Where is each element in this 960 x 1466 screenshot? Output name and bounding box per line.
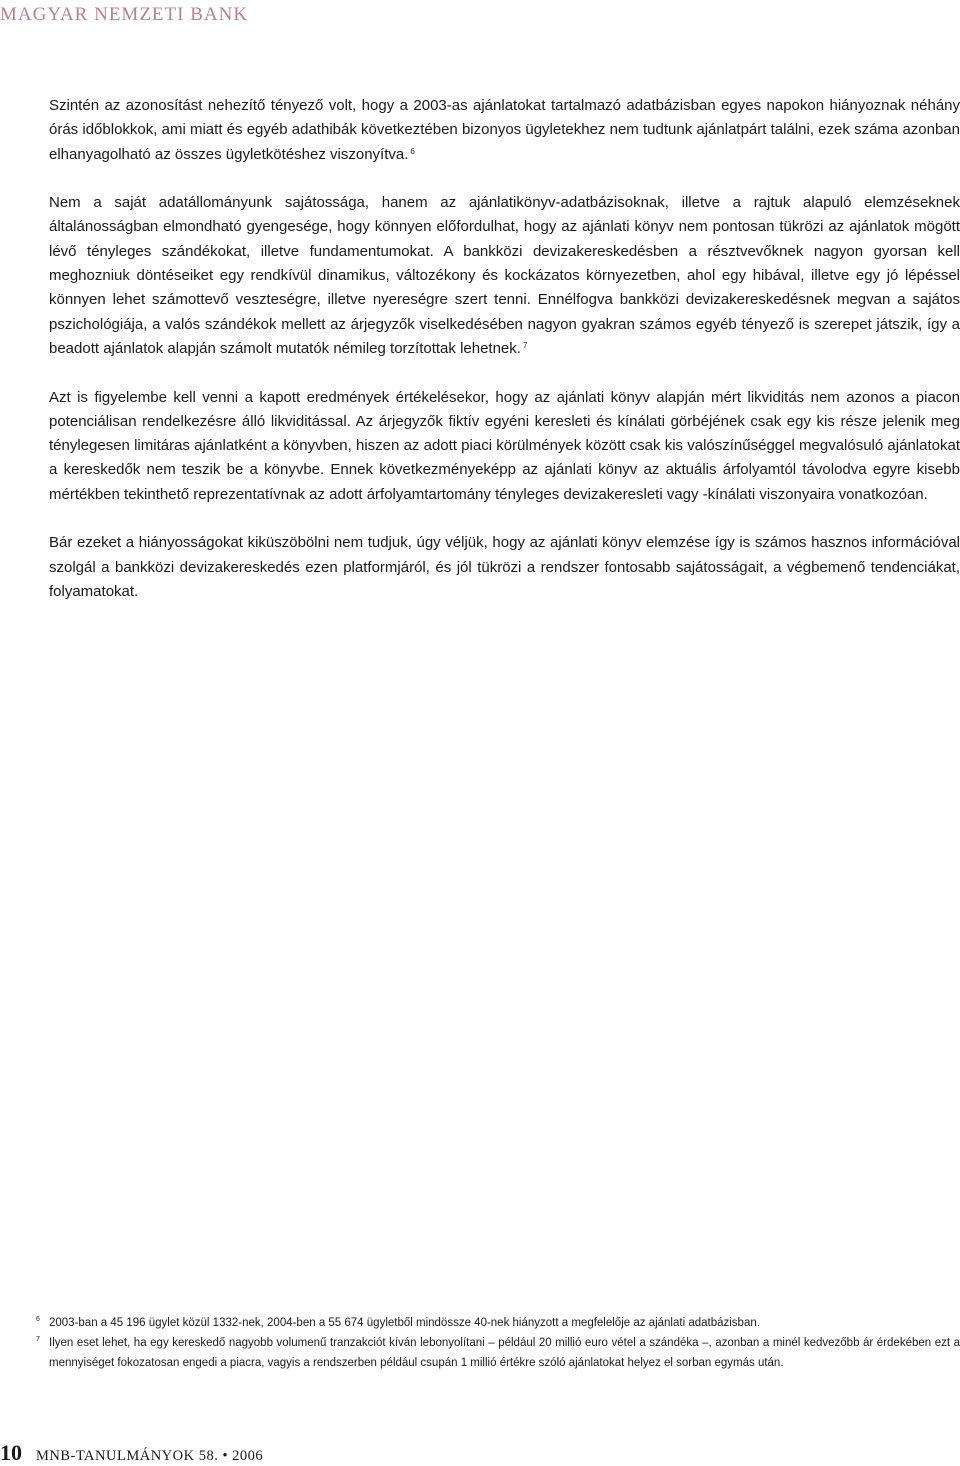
- page-footer: [0, 1440, 263, 1466]
- paragraph-text: Nem a saját adatállományunk sajátossága, hanem az ajánlatikönyv-adatbázisoknak, illetve a rajtuk alapuló elemzéseknek általánosságban elmondható gyengesége, hogy könnyen előfordulhat, hogy az ajánlati könyv nem pontosan tükrözi az ajánlatok mögött lévő tényleges szándékokat, illetve fundamentumokat. A bankközi devizakereskedésben a résztvevőknek nagyon gyorsan kell meghozniuk döntéseiket egy rendkívül dinamikus, változékony és kockázatos környezetben, ahol egy hibával, illetve egy jó lépéssel könnyen lehet számottevő veszteségre, illetve nyereségre szert tenni. Ennélfogva bankközi devizakereskedésnek megvan a sajátos pszichológiája, a valós szándékok mellett az árjegyzők viselkedésében nagyon gyakran számos egyéb tényező is szerepet játszik, így a beadott ajánlatok alapján számolt mutatók némileg torzítottak lehetnek.: [49, 194, 960, 357]
- page-number: 10: [0, 1440, 22, 1465]
- footnote-text: Ilyen eset lehet, ha egy kereskedő nagyobb volumenű tranzakciót kíván lebonyolítani – például 20 millió euro vétel a szándéka –, azonban a minél kedvezőbb ár érdekében ezt a mennyiséget fokozatosan engedi a piacra, vagyis a rendszerben például csupán 1 millió értékre szóló ajánlatokat helyez el sorban egymás után.: [49, 1336, 960, 1369]
- paragraph-text: Azt is figyelembe kell venni a kapott eredmények értékelésekor, hogy az ajánlati könyv alapján mért likviditás nem azonos a piacon potenciálisan rendelkezésre álló likviditással. Az árjegyzők fiktív egyéni keresleti és kínálati görbéjének csak egy kis része jelenik meg ténylegesen limitáras ajánlatként a könyvben, hiszen az adott piaci körülmények között csak kis valószínűséggel megvalósuló ajánlatokat a kereskedők nem teszik be a könyvbe. Ennek következményeképp az ajánlati könyv az aktuális árfolyamtól távolodva egyre kisebb mértékben tekinthető reprezentatívnak az adott árfolyamtartomány tényleges devizakeresleti vagy -kínálati viszonyaira vonatkozóan.: [49, 388, 960, 503]
- footnote: [36, 1334, 960, 1374]
- paragraph: [49, 94, 960, 167]
- journal-title: MNB-TANULMÁNYOK 58. • 2006: [36, 1448, 264, 1464]
- footnote-text: 2003-ban a 45 196 ügylet közül 1332-nek, 2004-ben a 55 674 ügyletből mindössze 40-nek hiányzott a megfelelője az ajánlati adatbázisban.: [49, 1317, 760, 1329]
- footnote-number: 7: [36, 1335, 40, 1343]
- paragraph-text: Szintén az azonosítást nehezítő tényező volt, hogy a 2003-as ajánlatokat tartalmazó adatbázisban egyes napokon hiányoznak néhány órás időblokkok, ami miatt és egyéb adathibák következtében bizonyos ügyletekhez nem tudtunk ajánlatpárt találni, ezek száma azonban elhanyagolható az összes ügyletkötéshez viszonyítva.: [49, 97, 960, 163]
- paragraph: [49, 191, 960, 361]
- paragraph: [49, 386, 960, 507]
- footnote-number: 6: [36, 1316, 40, 1323]
- main-text: [49, 94, 960, 629]
- paragraph: [49, 531, 960, 604]
- footnote-ref[interactable]: 6: [410, 146, 415, 156]
- paragraph-text: Bár ezeket a hiányosságokat kiküszöbölni nem tudjuk, úgy véljük, hogy az ajánlati könyv elemzése így is számos hasznos információval szolgál a bankközi devizakereskedés ezen platformjáról, és jól tükrözi a rendszer fontosabb sajátosságait, a végbemenő tendenciákat, folyamatokat.: [49, 534, 960, 600]
- footnotes: [36, 1314, 960, 1373]
- footnote: [36, 1314, 960, 1334]
- footnote-ref[interactable]: 7: [522, 340, 528, 350]
- running-header: MAGYAR NEMZETI BANK: [0, 4, 249, 25]
